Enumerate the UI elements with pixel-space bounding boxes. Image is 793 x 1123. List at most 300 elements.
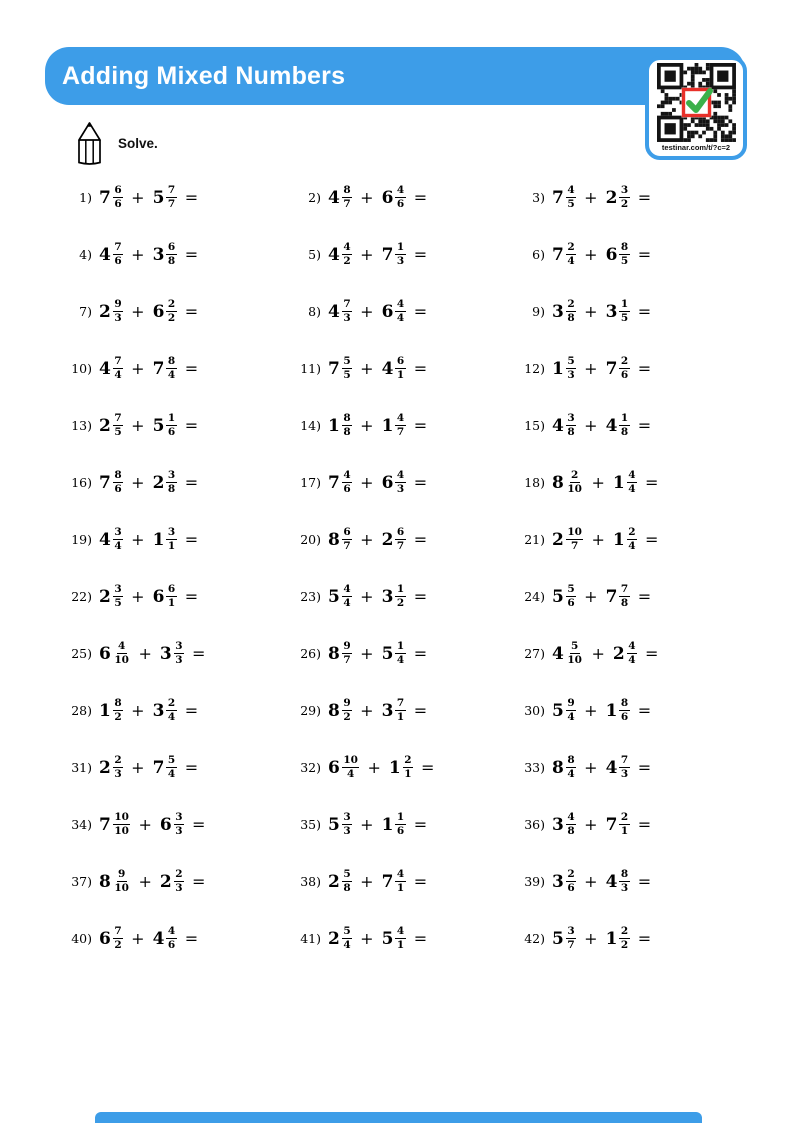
- fraction: [166, 583, 176, 609]
- problem-expression: [552, 184, 651, 210]
- denominator: 8: [343, 882, 351, 894]
- denominator: 7: [343, 198, 351, 210]
- numerator: 8: [343, 184, 351, 197]
- denominator: 6: [114, 255, 122, 267]
- problem-number: 17): [300, 475, 321, 490]
- mixed-number-first: [99, 184, 123, 210]
- numerator: 2: [571, 469, 579, 482]
- mixed-number-second: [382, 355, 406, 381]
- equals-sign: =: [637, 587, 652, 606]
- denominator: 4: [396, 312, 405, 324]
- fraction: [342, 412, 352, 438]
- fraction: [113, 925, 123, 951]
- fraction: [342, 925, 352, 951]
- fraction: [395, 241, 405, 267]
- denominator: 5: [114, 426, 122, 438]
- problem-item: [66, 283, 295, 340]
- problem-item: [66, 511, 295, 568]
- problem-item: [66, 397, 295, 454]
- problem-expression: [328, 868, 427, 894]
- fraction: [566, 526, 584, 552]
- mixed-number-second: [382, 412, 406, 438]
- plus-operator: +: [367, 758, 381, 777]
- denominator: 4: [396, 654, 405, 666]
- problem-item: [295, 511, 519, 568]
- problem-expression: [552, 355, 651, 381]
- whole-number: 6: [99, 928, 111, 949]
- problem-item: [295, 910, 519, 967]
- plus-operator: +: [131, 929, 145, 948]
- whole-number: 8: [328, 529, 340, 550]
- numerator: 4: [628, 640, 636, 653]
- fraction: [342, 526, 352, 552]
- numerator: 7: [114, 412, 122, 425]
- whole-number: 4: [381, 358, 394, 379]
- fraction: [395, 469, 405, 495]
- numerator: 1: [396, 640, 405, 653]
- problem-item: [519, 568, 763, 625]
- numerator: 7: [620, 754, 629, 767]
- header-banner: [45, 47, 745, 105]
- problem-number: 1): [79, 190, 92, 205]
- problem-number: 42): [524, 931, 545, 946]
- denominator: 7: [396, 540, 405, 552]
- numerator: 1: [167, 412, 176, 425]
- mixed-number-first: [328, 469, 352, 495]
- equals-sign: =: [413, 302, 428, 321]
- numerator: 10: [114, 811, 129, 824]
- problem-number: 22): [71, 589, 92, 604]
- fraction: [166, 469, 176, 495]
- plus-operator: +: [584, 701, 598, 720]
- mixed-number-second: [382, 241, 406, 267]
- whole-number: 7: [99, 814, 111, 835]
- problem-item: [295, 340, 519, 397]
- numerator: 6: [167, 583, 176, 596]
- denominator: 6: [343, 483, 351, 495]
- problem-number: 18): [524, 475, 545, 490]
- mixed-number-second: [606, 925, 630, 951]
- plus-operator: +: [360, 359, 374, 378]
- denominator: 3: [175, 654, 183, 666]
- whole-number: 1: [152, 529, 165, 550]
- plus-operator: +: [584, 929, 598, 948]
- mixed-number-first: [552, 355, 576, 381]
- fraction: [566, 184, 576, 210]
- denominator: 4: [167, 369, 176, 381]
- problem-expression: [328, 241, 427, 267]
- whole-number: 4: [99, 244, 111, 265]
- fraction: [566, 640, 584, 666]
- whole-number: 4: [605, 871, 618, 892]
- plus-operator: +: [138, 872, 152, 891]
- fraction: [166, 526, 176, 552]
- plus-operator: +: [584, 872, 598, 891]
- mixed-number-first: [99, 583, 123, 609]
- problem-number: 4): [79, 247, 92, 262]
- equals-sign: =: [637, 302, 652, 321]
- denominator: 5: [620, 255, 629, 267]
- equals-sign: =: [184, 302, 199, 321]
- equals-sign: =: [184, 416, 199, 435]
- fraction: [566, 754, 576, 780]
- problem-number: 19): [71, 532, 92, 547]
- problem-number: 39): [524, 874, 545, 889]
- whole-number: 1: [328, 415, 340, 436]
- fraction: [566, 241, 576, 267]
- equals-sign: =: [637, 701, 652, 720]
- denominator: 10: [567, 483, 582, 495]
- denominator: 2: [167, 312, 176, 324]
- fraction: [566, 355, 576, 381]
- fraction: [166, 697, 176, 723]
- denominator: 6: [396, 198, 405, 210]
- denominator: 7: [343, 654, 351, 666]
- whole-number: 1: [605, 700, 618, 721]
- problem-item: [519, 340, 763, 397]
- denominator: 5: [620, 312, 629, 324]
- problem-item: [295, 226, 519, 283]
- plus-operator: +: [360, 302, 374, 321]
- fraction: [566, 583, 576, 609]
- whole-number: 7: [152, 358, 165, 379]
- problem-expression: [328, 925, 427, 951]
- numerator: 10: [343, 754, 358, 767]
- denominator: 4: [567, 711, 575, 723]
- problem-number: 3): [532, 190, 545, 205]
- whole-number: 3: [552, 871, 564, 892]
- numerator: 4: [567, 811, 575, 824]
- fraction: [113, 811, 131, 837]
- numerator: 4: [343, 583, 351, 596]
- denominator: 8: [620, 597, 629, 609]
- equals-sign: =: [413, 644, 428, 663]
- numerator: 4: [396, 298, 405, 311]
- denominator: 4: [567, 768, 575, 780]
- whole-number: 4: [99, 529, 111, 550]
- plus-operator: +: [138, 644, 152, 663]
- problem-item: [519, 169, 763, 226]
- numerator: 4: [343, 469, 351, 482]
- fraction: [174, 640, 184, 666]
- mixed-number-first: [99, 241, 123, 267]
- numerator: 4: [628, 469, 636, 482]
- plus-operator: +: [360, 416, 374, 435]
- equals-sign: =: [413, 416, 428, 435]
- mixed-number-first: [99, 925, 123, 951]
- numerator: 3: [343, 811, 351, 824]
- numerator: 4: [343, 241, 351, 254]
- denominator: 8: [167, 483, 176, 495]
- plus-operator: +: [584, 758, 598, 777]
- problem-number: 23): [300, 589, 321, 604]
- denominator: 3: [114, 768, 122, 780]
- denominator: 5: [114, 597, 122, 609]
- problem-item: [66, 853, 295, 910]
- whole-number: 6: [605, 244, 618, 265]
- problem-expression: [552, 925, 651, 951]
- problem-item: [66, 568, 295, 625]
- plus-operator: +: [131, 416, 145, 435]
- whole-number: 3: [152, 700, 165, 721]
- denominator: 2: [343, 711, 351, 723]
- fraction: [619, 355, 629, 381]
- fraction: [166, 925, 176, 951]
- denominator: 7: [567, 939, 575, 951]
- whole-number: 4: [328, 301, 340, 322]
- whole-number: 1: [605, 928, 618, 949]
- numerator: 1: [396, 583, 405, 596]
- fraction: [566, 697, 576, 723]
- mixed-number-second: [389, 754, 413, 780]
- fraction: [619, 184, 629, 210]
- mixed-number-first: [328, 184, 352, 210]
- whole-number: 6: [328, 757, 340, 778]
- problem-item: [66, 796, 295, 853]
- problem-expression: [99, 469, 198, 495]
- mixed-number-first: [99, 640, 130, 666]
- mixed-number-first: [328, 925, 352, 951]
- denominator: 4: [628, 654, 636, 666]
- denominator: 3: [175, 882, 183, 894]
- numerator: 9: [114, 298, 122, 311]
- numerator: 2: [620, 355, 629, 368]
- problem-number: 29): [300, 703, 321, 718]
- fraction: [566, 298, 576, 324]
- whole-number: 1: [388, 757, 401, 778]
- denominator: 6: [167, 426, 176, 438]
- numerator: 5: [343, 355, 351, 368]
- mixed-number-first: [552, 811, 576, 837]
- problem-expression: [328, 298, 427, 324]
- fraction: [166, 241, 176, 267]
- fraction: [342, 640, 352, 666]
- mixed-number-first: [552, 583, 576, 609]
- problem-expression: [552, 412, 651, 438]
- numerator: 1: [620, 412, 629, 425]
- denominator: 6: [167, 939, 176, 951]
- mixed-number-second: [606, 583, 630, 609]
- plus-operator: +: [131, 302, 145, 321]
- mixed-number-second: [160, 811, 184, 837]
- whole-number: 8: [99, 871, 111, 892]
- fraction: [113, 241, 123, 267]
- denominator: 3: [175, 825, 183, 837]
- whole-number: 5: [381, 643, 394, 664]
- numerator: 3: [167, 526, 176, 539]
- plus-operator: +: [360, 188, 374, 207]
- numerator: 3: [114, 583, 122, 596]
- problem-number: 41): [300, 931, 321, 946]
- denominator: 1: [167, 540, 176, 552]
- plus-operator: +: [360, 473, 374, 492]
- mixed-number-first: [552, 241, 576, 267]
- numerator: 7: [167, 184, 176, 197]
- plus-operator: +: [360, 815, 374, 834]
- pencil-icon: [76, 121, 103, 166]
- mixed-number-second: [382, 868, 406, 894]
- numerator: 2: [404, 754, 412, 767]
- plus-operator: +: [131, 587, 145, 606]
- problem-item: [66, 910, 295, 967]
- plus-operator: +: [584, 416, 598, 435]
- plus-operator: +: [584, 587, 598, 606]
- mixed-number-second: [153, 412, 177, 438]
- fraction: [166, 298, 176, 324]
- denominator: 4: [343, 597, 351, 609]
- denominator: 4: [567, 255, 575, 267]
- whole-number: 7: [99, 472, 111, 493]
- numerator: 2: [114, 754, 122, 767]
- problem-expression: [99, 697, 198, 723]
- mixed-number-second: [153, 469, 177, 495]
- numerator: 6: [396, 526, 405, 539]
- plus-operator: +: [360, 929, 374, 948]
- numerator: 4: [396, 925, 405, 938]
- whole-number: 2: [328, 928, 340, 949]
- equals-sign: =: [184, 188, 199, 207]
- mixed-number-first: [99, 355, 123, 381]
- problem-expression: [328, 355, 427, 381]
- mixed-number-first: [552, 868, 576, 894]
- numerator: 5: [571, 640, 579, 653]
- problem-item: [66, 340, 295, 397]
- mixed-number-first: [99, 697, 123, 723]
- fraction: [342, 868, 352, 894]
- plus-operator: +: [584, 302, 598, 321]
- numerator: 2: [628, 526, 636, 539]
- whole-number: 6: [381, 301, 394, 322]
- whole-number: 4: [328, 187, 340, 208]
- fraction: [619, 868, 629, 894]
- mixed-number-first: [328, 355, 352, 381]
- problem-number: 40): [71, 931, 92, 946]
- equals-sign: =: [637, 245, 652, 264]
- whole-number: 5: [328, 586, 340, 607]
- denominator: 4: [114, 540, 122, 552]
- fraction: [619, 412, 629, 438]
- whole-number: 7: [552, 244, 564, 265]
- whole-number: 2: [99, 757, 111, 778]
- problem-expression: [99, 640, 205, 666]
- denominator: 4: [343, 939, 351, 951]
- plus-operator: +: [360, 530, 374, 549]
- mixed-number-second: [382, 925, 406, 951]
- problem-number: 12): [524, 361, 545, 376]
- problem-expression: [99, 412, 198, 438]
- whole-number: 8: [328, 643, 340, 664]
- mixed-number-second: [382, 184, 406, 210]
- numerator: 5: [567, 355, 575, 368]
- equals-sign: =: [184, 359, 199, 378]
- equals-sign: =: [413, 587, 428, 606]
- fraction: [395, 697, 405, 723]
- fraction: [342, 355, 352, 381]
- mixed-number-first: [328, 526, 352, 552]
- plus-operator: +: [131, 758, 145, 777]
- denominator: 3: [620, 882, 629, 894]
- whole-number: 8: [552, 472, 564, 493]
- problem-expression: [552, 469, 658, 495]
- mixed-number-second: [606, 412, 630, 438]
- problem-expression: [99, 184, 198, 210]
- fraction: [113, 469, 123, 495]
- numerator: 4: [396, 868, 405, 881]
- problem-item: [519, 454, 763, 511]
- mixed-number-first: [99, 526, 123, 552]
- problem-expression: [552, 298, 651, 324]
- denominator: 3: [343, 312, 351, 324]
- problem-number: 27): [524, 646, 545, 661]
- denominator: 4: [628, 483, 636, 495]
- equals-sign: =: [192, 872, 206, 891]
- problem-number: 30): [524, 703, 545, 718]
- equals-sign: =: [413, 701, 428, 720]
- mixed-number-first: [99, 298, 123, 324]
- fraction: [113, 526, 123, 552]
- whole-number: 2: [605, 187, 618, 208]
- denominator: 10: [114, 654, 129, 666]
- plus-operator: +: [584, 245, 598, 264]
- numerator: 2: [620, 811, 629, 824]
- problem-item: [519, 397, 763, 454]
- fraction: [619, 241, 629, 267]
- problem-expression: [99, 298, 198, 324]
- whole-number: 3: [381, 586, 394, 607]
- problem-expression: [328, 811, 427, 837]
- plus-operator: +: [584, 815, 598, 834]
- fraction: [395, 412, 405, 438]
- whole-number: 7: [605, 358, 618, 379]
- numerator: 3: [175, 640, 183, 653]
- problem-number: 32): [300, 760, 321, 775]
- fraction: [166, 355, 176, 381]
- mixed-number-first: [99, 868, 130, 894]
- problem-number: 38): [300, 874, 321, 889]
- whole-number: 3: [381, 700, 394, 721]
- fraction: [113, 184, 123, 210]
- denominator: 6: [620, 369, 629, 381]
- mixed-number-second: [153, 925, 177, 951]
- problem-number: 6): [532, 247, 545, 262]
- mixed-number-second: [153, 526, 177, 552]
- denominator: 7: [396, 426, 405, 438]
- fraction: [566, 811, 576, 837]
- problem-number: 21): [524, 532, 545, 547]
- page-title: Adding Mixed Numbers: [62, 61, 346, 90]
- problem-expression: [552, 583, 651, 609]
- denominator: 2: [620, 939, 629, 951]
- plus-operator: +: [131, 530, 145, 549]
- numerator: 9: [343, 697, 351, 710]
- mixed-number-second: [613, 469, 637, 495]
- equals-sign: =: [637, 872, 652, 891]
- whole-number: 1: [99, 700, 111, 721]
- equals-sign: =: [192, 815, 206, 834]
- whole-number: 7: [328, 358, 340, 379]
- denominator: 2: [620, 198, 629, 210]
- plus-operator: +: [360, 245, 374, 264]
- mixed-number-second: [382, 697, 406, 723]
- denominator: 2: [343, 255, 351, 267]
- fraction: [166, 754, 176, 780]
- numerator: 3: [567, 412, 575, 425]
- numerator: 7: [114, 925, 122, 938]
- whole-number: 7: [381, 244, 394, 265]
- whole-number: 5: [552, 586, 564, 607]
- problem-expression: [328, 583, 427, 609]
- problem-item: [519, 796, 763, 853]
